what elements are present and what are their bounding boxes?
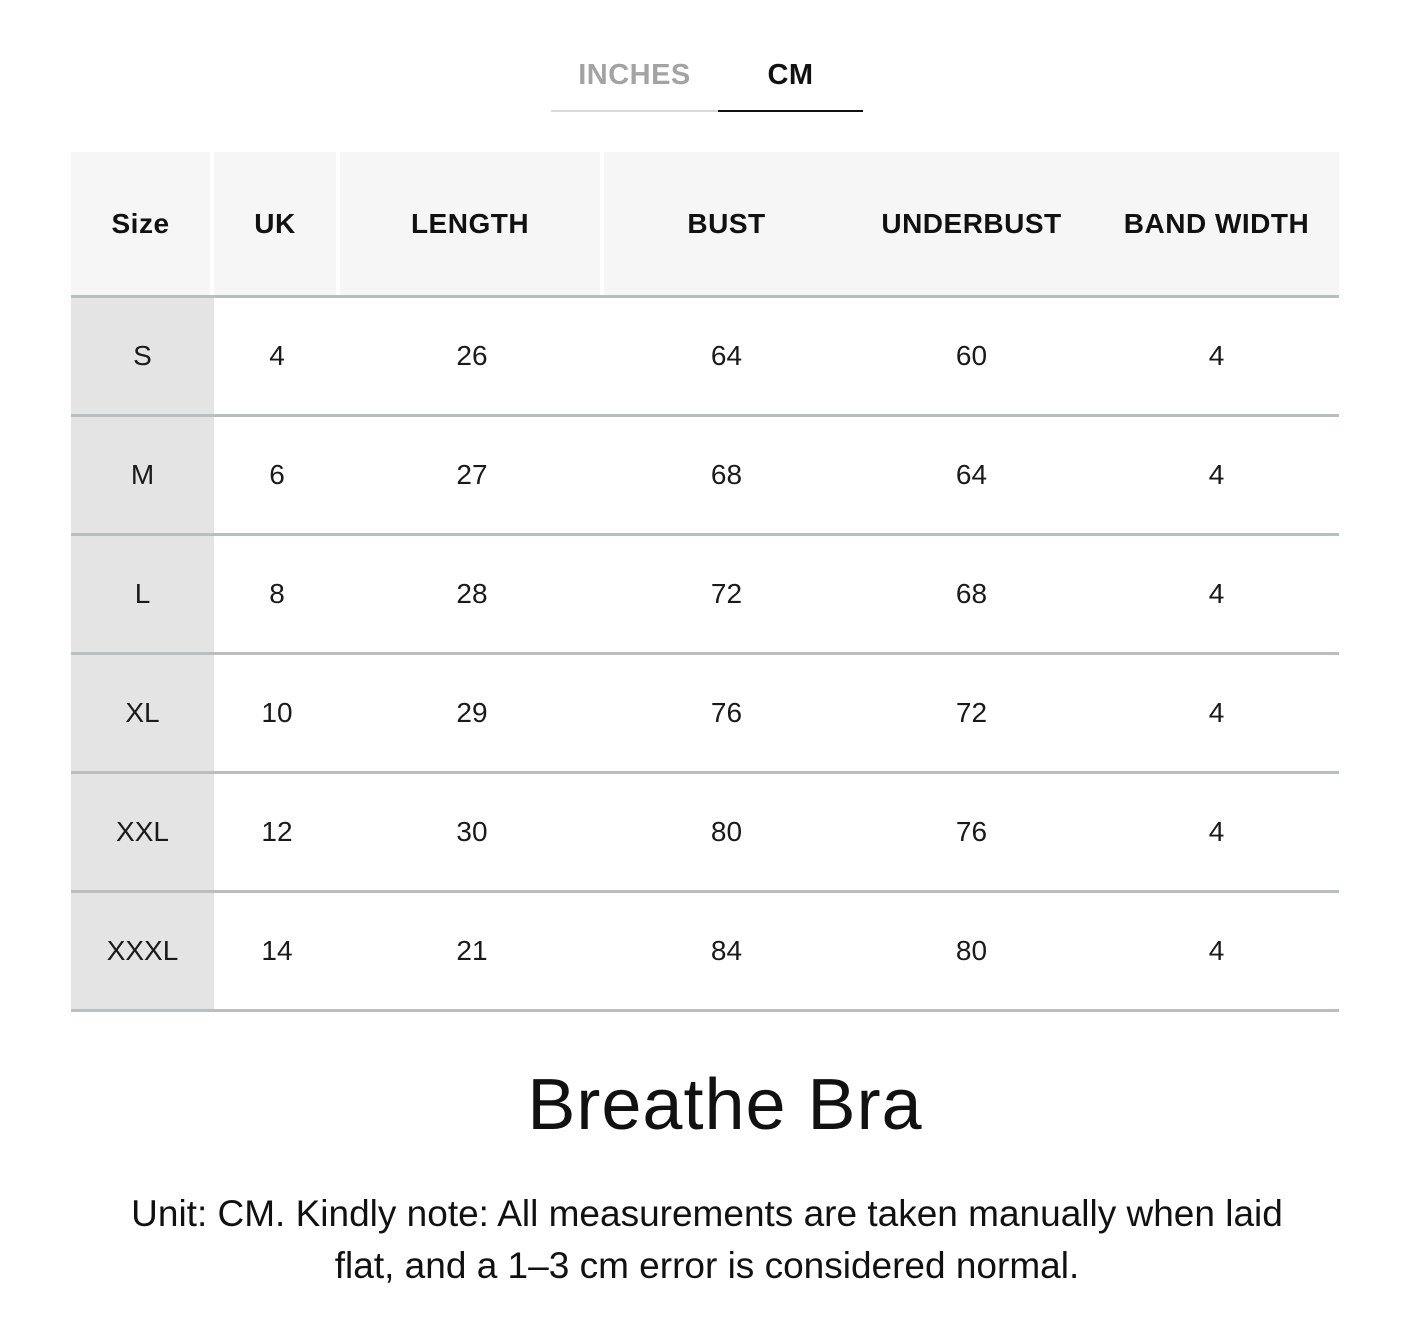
product-title: Breathe Bra <box>527 1065 923 1145</box>
table-header-row <box>71 152 1339 298</box>
cell-length: 27 <box>456 459 488 490</box>
cell-length: 28 <box>456 578 488 609</box>
tab-inches[interactable]: INCHES <box>551 50 718 112</box>
cell-band-width: 4 <box>1208 340 1225 371</box>
cell-uk: 6 <box>269 459 285 490</box>
unit-tabs <box>551 50 863 112</box>
cell-length: 26 <box>456 340 488 371</box>
cell-size: S <box>71 298 214 414</box>
header-band-width: BAND WIDTH <box>1123 207 1310 239</box>
table-row <box>71 298 1339 417</box>
cell-uk: 12 <box>261 816 293 847</box>
table-row <box>71 893 1339 1012</box>
cell-underbust: 72 <box>955 697 988 728</box>
cell-size: M <box>71 417 214 533</box>
cell-size: L <box>71 536 214 652</box>
cell-bust: 76 <box>710 697 743 728</box>
cell-band-width: 4 <box>1208 697 1225 728</box>
cell-bust: 72 <box>710 578 743 609</box>
cell-uk: 8 <box>269 578 285 609</box>
cell-length: 29 <box>456 697 488 728</box>
header-uk: UK <box>214 152 340 295</box>
cell-underbust: 64 <box>955 459 988 490</box>
cell-size: XL <box>71 655 214 771</box>
cell-underbust: 76 <box>955 816 988 847</box>
header-length: LENGTH <box>340 152 604 295</box>
cell-size: XXXL <box>71 893 214 1009</box>
cell-band-width: 4 <box>1208 935 1225 966</box>
cell-uk: 4 <box>269 340 285 371</box>
measurement-note <box>60 1188 1354 1292</box>
cell-size: XXL <box>71 774 214 890</box>
cell-bust: 80 <box>710 816 743 847</box>
cell-bust: 64 <box>710 340 743 371</box>
cell-length: 30 <box>456 816 488 847</box>
cell-band-width: 4 <box>1208 578 1225 609</box>
header-bust: BUST <box>687 207 766 239</box>
measurement-note-line-1: Unit: CM. Kindly note: All measurements are taken manually when laid <box>131 1193 1283 1234</box>
cell-bust: 84 <box>710 935 743 966</box>
table-row <box>71 536 1339 655</box>
cell-underbust: 60 <box>955 340 988 371</box>
tab-cm[interactable]: CM <box>718 50 863 112</box>
cell-uk: 10 <box>261 697 293 728</box>
header-size: Size <box>71 152 214 295</box>
cell-length: 21 <box>456 935 488 966</box>
table-row <box>71 655 1339 774</box>
cell-bust: 68 <box>710 459 743 490</box>
measurement-note-line-2: flat, and a 1–3 cm error is considered normal. <box>334 1245 1080 1286</box>
cell-underbust: 80 <box>955 935 988 966</box>
header-underbust: UNDERBUST <box>881 207 1062 239</box>
size-chart-table <box>71 152 1339 1012</box>
table-row <box>71 774 1339 893</box>
cell-band-width: 4 <box>1208 816 1225 847</box>
cell-band-width: 4 <box>1208 459 1225 490</box>
cell-uk: 14 <box>261 935 293 966</box>
table-row <box>71 417 1339 536</box>
cell-underbust: 68 <box>955 578 988 609</box>
